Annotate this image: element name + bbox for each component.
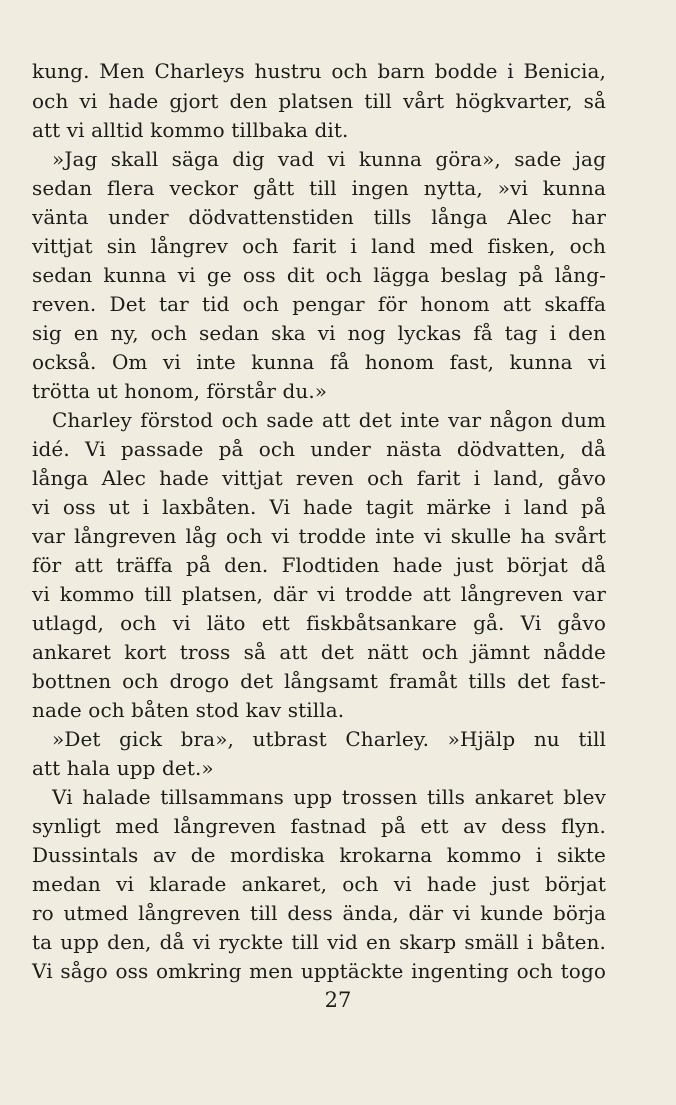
text-line: vittjat sin långrev och farit i land med fisken, och: [32, 234, 606, 258]
text-line: sedan flera veckor gått till ingen nytta, »vi kunna: [32, 176, 606, 200]
text-line: ro utmed långreven till dess ända, där vi kunde börja: [32, 901, 606, 925]
text-line: »Det gick bra», utbrast Charley. »Hjälp nu till: [52, 727, 606, 751]
text-line: Charley förstod och sade att det inte var någon dum: [52, 408, 606, 432]
text-line: nade och båten stod kav stilla.: [32, 698, 345, 722]
text-line: vänta under dödvattenstiden tills långa Alec har: [32, 205, 606, 229]
text-line: idé. Vi passade på och under nästa dödvatten, då: [32, 437, 606, 461]
text-line: att hala upp det.»: [32, 756, 214, 780]
text-line: Vi sågo oss omkring men upptäckte ingenting och togo: [32, 959, 606, 983]
text-line: »Jag skall säga dig vad vi kunna göra», sade jag: [52, 147, 606, 171]
text-line: reven. Det tar tid och pengar för honom att skaffa: [32, 292, 606, 316]
text-line: vi oss ut i laxbåten. Vi hade tagit märke i land på: [32, 495, 606, 519]
text-line: vi kommo till platsen, där vi trodde att långreven var: [32, 582, 606, 606]
text-line: sedan kunna vi ge oss dit och lägga beslag på lång-: [32, 263, 606, 287]
text-line: långa Alec hade vittjat reven och farit i land, gåvo: [32, 466, 606, 490]
text-line: ta upp den, då vi ryckte till vid en skarp smäll i båten.: [32, 930, 606, 954]
text-line: och vi hade gjort den platsen till vårt högkvarter, så: [32, 89, 606, 113]
text-line: ankaret kort tross så att det nätt och jämnt nådde: [32, 640, 606, 664]
text-line: sig en ny, och sedan ska vi nog lyckas få tag i den: [32, 321, 606, 345]
text-line: bottnen och drogo det långsamt framåt tills det fast-: [32, 669, 606, 693]
text-line: kung. Men Charleys hustru och barn bodde i Benicia,: [32, 59, 606, 83]
text-line: för att träffa på den. Flodtiden hade just börjat då: [32, 553, 606, 577]
text-line: Vi halade tillsammans upp trossen tills ankaret blev: [52, 785, 606, 809]
text-line: att vi alltid kommo tillbaka dit.: [32, 118, 349, 142]
text-line: medan vi klarade ankaret, och vi hade just börjat: [32, 872, 606, 896]
text-line: utlagd, och vi läto ett fiskbåtsankare gå. Vi gåvo: [32, 611, 606, 635]
text-line: synligt med långreven fastnad på ett av dess flyn.: [32, 814, 606, 838]
text-line: var långreven låg och vi trodde inte vi skulle ha svårt: [32, 524, 606, 548]
page-number: 27: [324, 988, 352, 1012]
text-line: Dussintals av de mordiska krokarna kommo i sikte: [32, 843, 606, 867]
text-line: trötta ut honom, förstår du.»: [32, 379, 328, 403]
text-line: också. Om vi inte kunna få honom fast, kunna vi: [32, 350, 606, 374]
